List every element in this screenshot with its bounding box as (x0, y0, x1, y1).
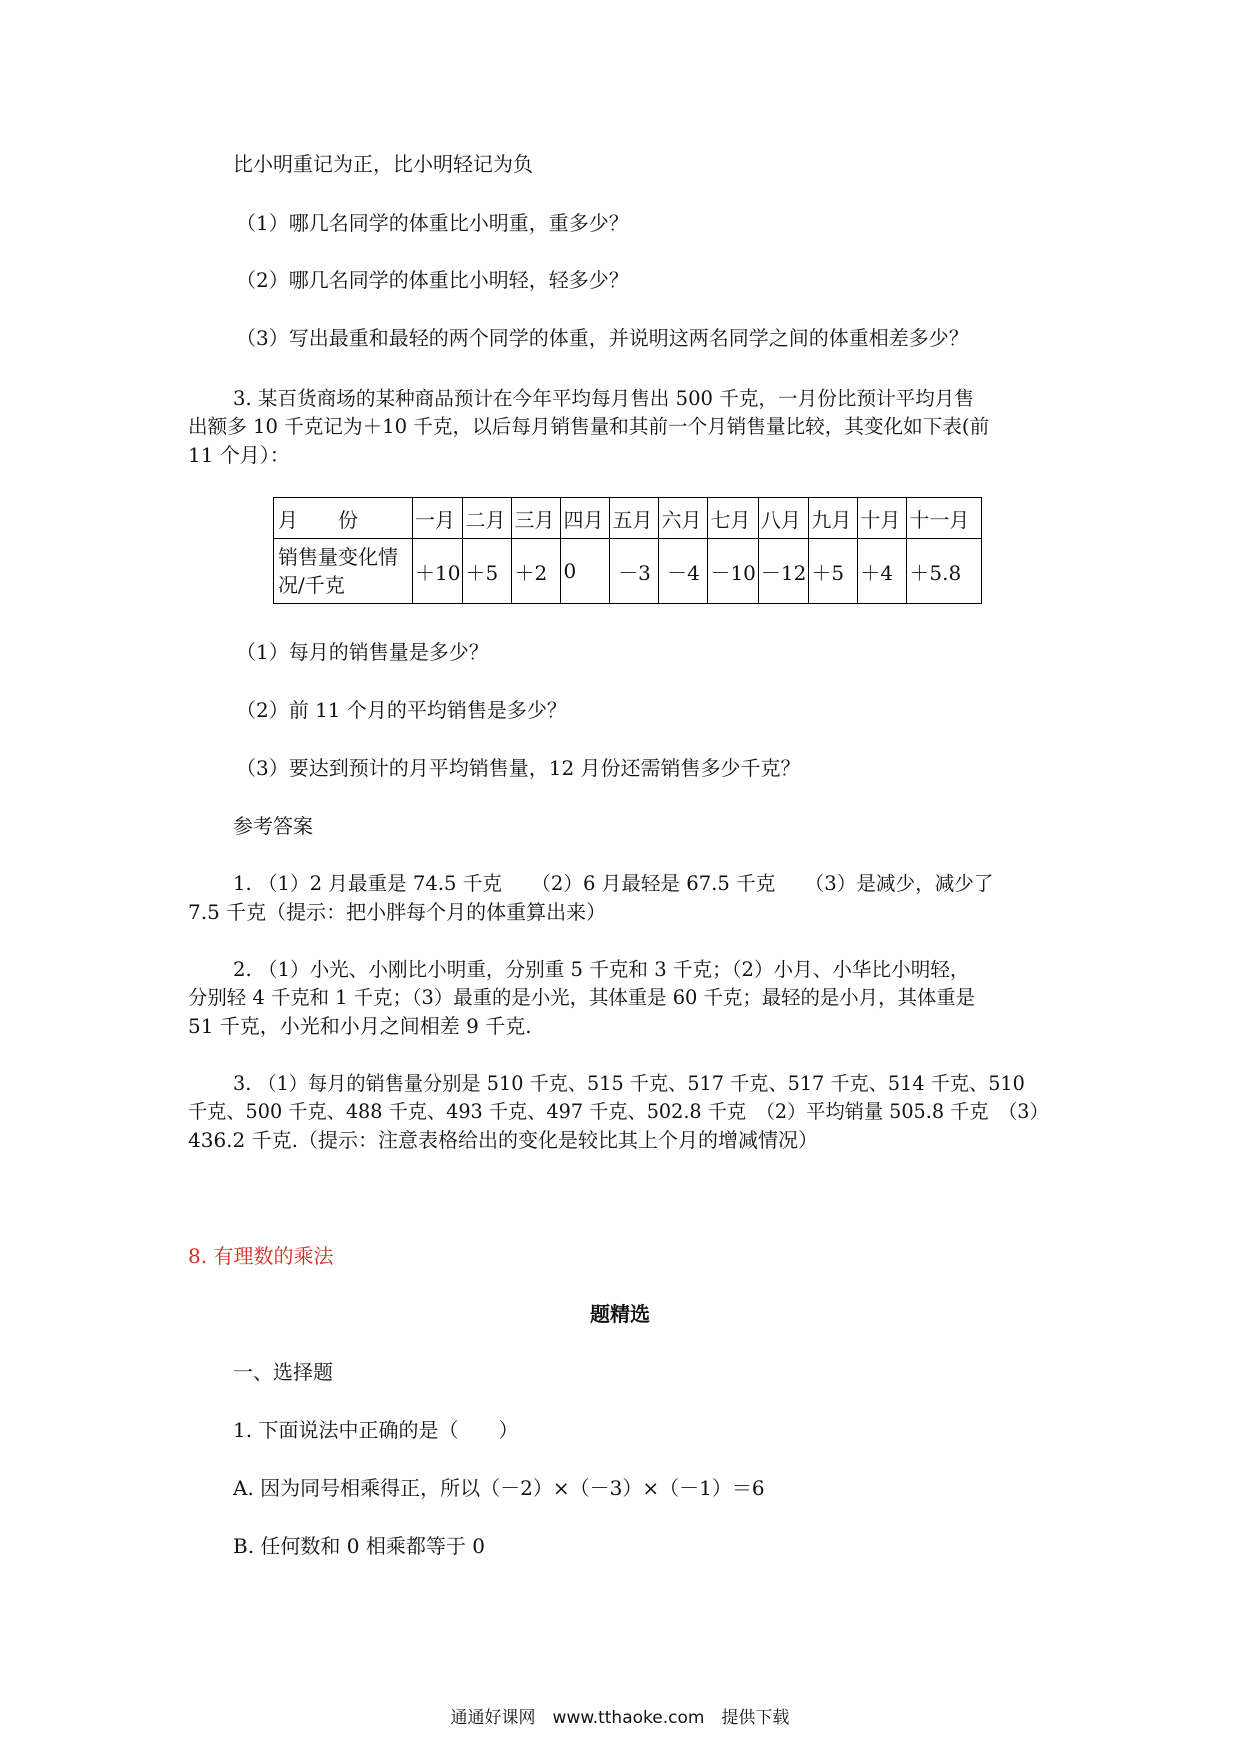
table-cell-change: －12 (758, 539, 808, 604)
table-cell-month: 五月 (610, 498, 659, 539)
table-cell-month: 七月 (708, 498, 758, 539)
table-cell-change: －10 (708, 539, 758, 604)
mc-question-1: 1. 下面说法中正确的是（ ） (233, 1418, 519, 1442)
sales-change-table (273, 497, 982, 604)
mc-option-a: A. 因为同号相乘得正，所以（－2）×（－3）×（－1）＝6 (233, 1476, 765, 1500)
answers-title: 参考答案 (233, 814, 313, 838)
answer-2-line-2: 分别轻 4 千克和 1 千克；（3）最重的是小光，其体重是 60 千克；最轻的是小月，其体重是 (188, 986, 976, 1009)
q2-sub-2: （2）哪几名同学的体重比小明轻，轻多少？ (236, 268, 629, 292)
q3-sub-1: （1）每月的销售量是多少？ (236, 640, 489, 664)
page-footer: 通通好课网 www.tthaoke.com 提供下载 (450, 1708, 790, 1728)
answer-1-line-1: 1. （1）2 月最重是 74.5 千克 （2）6 月最轻是 67.5 千克 （3）是减少，减少了 (233, 872, 994, 895)
q3-text-line-2: 出额多 10 千克记为＋10 千克，以后每月销售量和其前一个月销售量比较，其变化如下表(前 (188, 415, 990, 438)
table-cell-change: ＋5.8 (907, 539, 982, 604)
q3-sub-3: （3）要达到预计的月平均销售量，12 月份还需销售多少千克？ (236, 756, 801, 780)
table-cell-change: ＋5 (463, 539, 512, 604)
answer-3-line-1: 3. （1）每月的销售量分别是 510 千克、515 千克、517 千克、517 千克、514 千克、510 (233, 1072, 1025, 1095)
answer-2-line-3: 51 千克，小光和小月之间相差 9 千克. (188, 1014, 532, 1038)
table-row-changes (274, 539, 982, 604)
table-cell-change: －4 (659, 539, 708, 604)
q3-sub-2: （2）前 11 个月的平均销售是多少？ (236, 698, 567, 722)
answer-3-line-2: 千克、500 千克、488 千克、493 千克、497 千克、502.8 千克 （2）平均销量 505.8 千克 （3） (188, 1100, 1049, 1123)
q2-sub-3: （3）写出最重和最轻的两个同学的体重，并说明这两名同学之间的体重相差多少？ (236, 326, 969, 350)
table-cell-month: 二月 (463, 498, 512, 539)
table-cell-month: 一月 (413, 498, 463, 539)
table-cell-month: 九月 (809, 498, 858, 539)
table-cell-month: 十月 (858, 498, 907, 539)
part-title: 一、选择题 (233, 1360, 333, 1384)
section-title: 8. 有理数的乘法 (188, 1244, 334, 1268)
table-cell-change: 0 (561, 539, 610, 604)
table-header-change: 销售量变化情况/千克 (274, 539, 413, 604)
table-cell-change: ＋2 (512, 539, 561, 604)
table-cell-month: 八月 (758, 498, 808, 539)
table-cell-change: ＋4 (858, 539, 907, 604)
subsection-title: 题精选 (590, 1302, 650, 1326)
table-cell-month: 三月 (512, 498, 561, 539)
q3-text-line-3: 11 个月）： (188, 443, 290, 467)
table-row-months (274, 498, 982, 539)
q2-intro: 比小明重记为正，比小明轻记为负 (233, 152, 533, 176)
table-cell-month: 十一月 (907, 498, 982, 539)
table-cell-change: ＋10 (413, 539, 463, 604)
q2-sub-1: （1）哪几名同学的体重比小明重，重多少？ (236, 211, 629, 235)
answer-2-line-1: 2. （1）小光、小刚比小明重，分别重 5 千克和 3 千克；（2）小月、小华比小明轻， (233, 958, 970, 981)
table-cell-month: 六月 (659, 498, 708, 539)
q3-text-line-1: 3. 某百货商场的某种商品预计在今年平均每月售出 500 千克，一月份比预计平均月售 (233, 387, 974, 410)
table-cell-change: －3 (610, 539, 659, 604)
answer-1-line-2: 7.5 千克（提示：把小胖每个月的体重算出来） (188, 900, 607, 924)
mc-option-b: B. 任何数和 0 相乘都等于 0 (233, 1534, 485, 1558)
table-header-month: 月 份 (274, 498, 413, 539)
answer-3-line-3: 436.2 千克.（提示：注意表格给出的变化是较比其上个月的增减情况） (188, 1128, 818, 1152)
table-cell-change: ＋5 (809, 539, 858, 604)
table-cell-month: 四月 (561, 498, 610, 539)
